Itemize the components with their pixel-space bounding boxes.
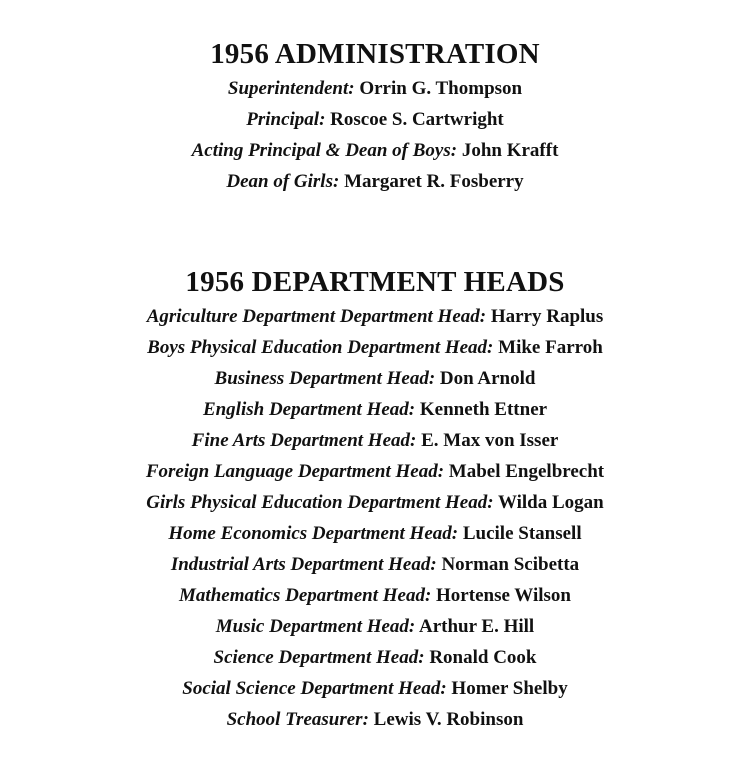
entry-role: Fine Arts Department Head: — [191, 430, 417, 451]
department-entry — [0, 580, 750, 611]
entry-role: English Department Head: — [202, 399, 416, 420]
entry-name: Kenneth Ettner — [419, 399, 548, 420]
entry-role: Science Department Head: — [213, 647, 425, 668]
department-entry — [0, 301, 750, 332]
entry-name: Ronald Cook — [429, 647, 537, 668]
entry-name: Harry Raplus — [490, 306, 604, 327]
entry-name: Mabel Engelbrecht — [448, 461, 605, 482]
entry-role: Mathematics Department Head: — [179, 585, 432, 606]
department-entry — [0, 549, 750, 580]
entry-role: Dean of Girls: — [226, 171, 340, 192]
department-entry — [0, 487, 750, 518]
entry-name: Lucile Stansell — [462, 523, 582, 544]
department-entry — [0, 642, 750, 673]
entry-name: Homer Shelby — [451, 678, 568, 699]
admin-entry — [0, 166, 750, 197]
department-entry — [0, 425, 750, 456]
entry-name: Margaret R. Fosberry — [344, 171, 524, 192]
department-entry — [0, 332, 750, 363]
department-heads-heading: 1956 DEPARTMENT HEADS — [185, 266, 565, 298]
entry-role: Home Economics Department Head: — [168, 523, 459, 544]
department-entry — [0, 394, 750, 425]
entry-name: Don Arnold — [439, 368, 536, 389]
entry-name: Lewis V. Robinson — [373, 709, 524, 730]
administration-section — [0, 36, 750, 197]
department-heads-section — [0, 264, 750, 735]
department-entry — [0, 518, 750, 549]
entry-name: John Krafft — [461, 140, 559, 161]
entry-name: Arthur E. Hill — [418, 616, 535, 637]
entry-name: Roscoe S. Cartwright — [330, 109, 504, 130]
entry-role: Boys Physical Education Department Head: — [147, 337, 494, 358]
entry-role: Social Science Department Head: — [182, 678, 447, 699]
entry-name: Norman Scibetta — [441, 554, 580, 575]
entry-role: Business Department Head: — [214, 368, 436, 389]
admin-entry — [0, 104, 750, 135]
department-entry — [0, 704, 750, 735]
department-entry — [0, 611, 750, 642]
entry-role: Industrial Arts Department Head: — [170, 554, 437, 575]
admin-entry — [0, 135, 750, 166]
entry-role: School Treasurer: — [226, 709, 369, 730]
department-entry — [0, 673, 750, 704]
administration-heading: 1956 ADMINISTRATION — [210, 38, 540, 70]
entry-role: Music Department Head: — [215, 616, 416, 637]
entry-name: Orrin G. Thompson — [359, 78, 523, 99]
entry-role: Superintendent: — [227, 78, 355, 99]
entry-role: Principal: — [246, 109, 326, 130]
entry-role: Girls Physical Education Department Head: — [146, 492, 494, 513]
entry-role: Acting Principal & Dean of Boys: — [191, 140, 458, 161]
entry-name: Wilda Logan — [497, 492, 604, 513]
entry-role: Foreign Language Department Head: — [145, 461, 445, 482]
entry-name: Mike Farroh — [498, 337, 603, 358]
department-entry — [0, 456, 750, 487]
admin-entry — [0, 73, 750, 104]
entry-name: Hortense Wilson — [436, 585, 571, 606]
entry-role: Agriculture Department Department Head: — [146, 306, 487, 327]
entry-name: E. Max von Isser — [421, 430, 559, 451]
department-entry — [0, 363, 750, 394]
